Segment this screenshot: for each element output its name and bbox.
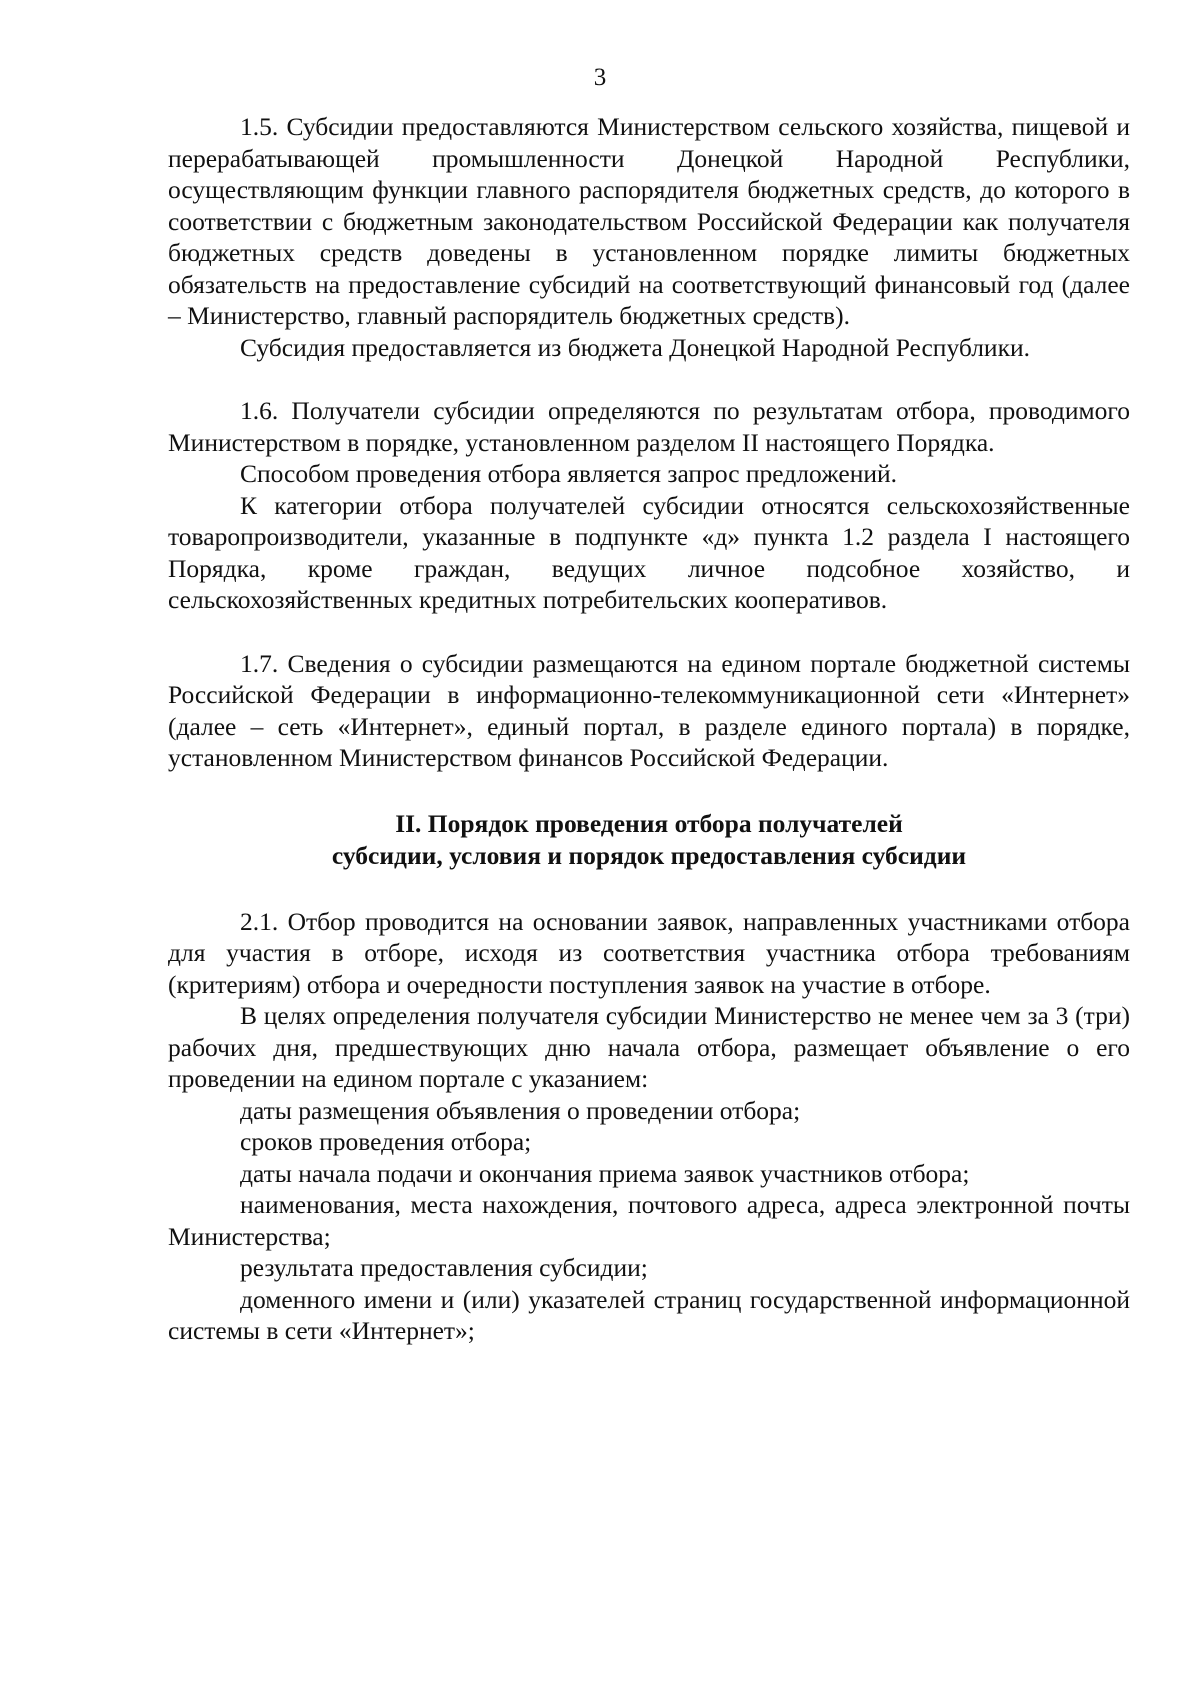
list-item: наименования, места нахождения, почтового адреса, адреса электронной почты Министерства; bbox=[168, 1190, 1130, 1251]
paragraph-2-1-announcement: В целях определения получателя субсидии Министерство не менее чем за 3 (три) рабочих дня, предшествующих дню начала отбора, размещает объявление о его проведении на едином портале с указанием: bbox=[168, 1001, 1130, 1093]
list-item: доменного имени и (или) указателей страниц государственной информационной системы в сети «Интернет»; bbox=[168, 1284, 1130, 1345]
paragraph-1-7: 1.7. Сведения о субсидии размещаются на едином портале бюджетной системы Российской Федерации в информационно-телекоммуникационной сети «Интернет» (далее – сеть «Интернет», единый портал, в разделе единого портала) в порядке, установленном Министерством финансов Российской Федерации. bbox=[168, 648, 1130, 772]
list-item: даты размещения объявления о проведении отбора; bbox=[240, 1095, 801, 1125]
list-item: даты начала подачи и окончания приема заявок участников отбора; bbox=[240, 1158, 970, 1188]
section-heading bbox=[168, 808, 1130, 872]
list-item: сроков проведения отбора; bbox=[240, 1127, 532, 1156]
paragraph-1-6-category: К категории отбора получателей субсидии относятся сельскохозяйственные товаропроизводители, указанные в подпункте «д» пункта 1.2 раздела I настоящего Порядка, кроме граждан, ведущих личное подсобное хозяйство, и сельскохозяйственных кредитных потребительских кооперативов. bbox=[168, 490, 1130, 614]
document-body bbox=[168, 111, 1130, 1347]
section-heading-line-1: II. Порядок проведения отбора получателей bbox=[395, 808, 903, 838]
paragraph-1-6-method: Способом проведения отбора является запрос предложений. bbox=[240, 459, 898, 488]
paragraph-1-5: 1.5. Субсидии предоставляются Министерством сельского хозяйства, пищевой и перерабатывающей промышленности Донецкой Народной Республики, осуществляющим функции главного распорядителя бюджетных средств, до которого в соответствии с бюджетным законодательством Российской Федерации как получателя бюджетных средств доведены в установленном порядке лимиты бюджетных обязательств на предоставление субсидий на соответствующий финансовый год (далее – Министерство, главный распорядитель бюджетных средств). bbox=[168, 112, 1130, 330]
page-number: 3 bbox=[593, 64, 607, 91]
paragraph-2-1: 2.1. Отбор проводится на основании заявок, направленных участниками отбора для участия в отборе, исходя из соответствия участника отбора требованиям (критериям) отбора и очередности поступления заявок на участие в отборе. bbox=[168, 906, 1130, 999]
paragraph-1-5-source: Субсидия предоставляется из бюджета Донецкой Народной Республики. bbox=[240, 332, 1030, 362]
paragraph-1-6: 1.6. Получатели субсидии определяются по результатам отбора, проводимого Министерством в порядке, установленном разделом II настоящего Порядка. bbox=[168, 396, 1130, 457]
section-heading-line-2: субсидии, условия и порядок предоставления субсидии bbox=[331, 840, 967, 870]
list-item: результата предоставления субсидии; bbox=[240, 1253, 648, 1282]
